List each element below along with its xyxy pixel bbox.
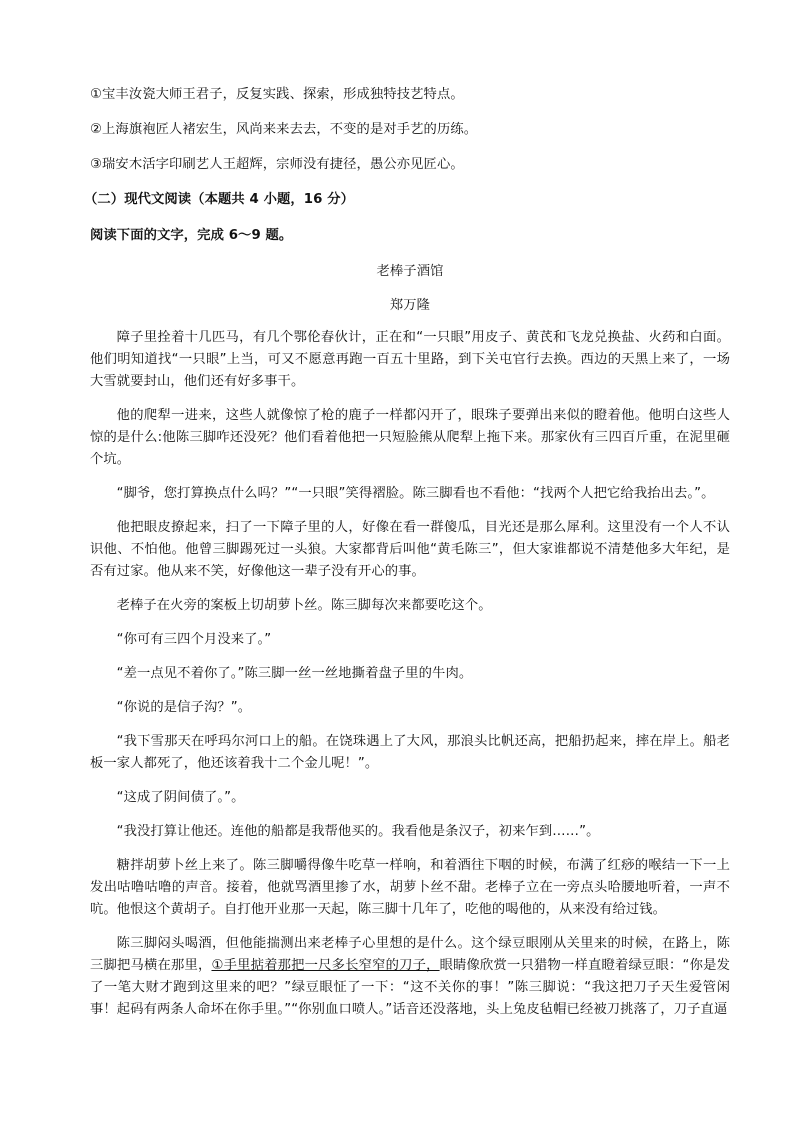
option-3: ③瑞安木活字印刷艺人王超辉，宗师没有捷径，愚公亦见匠心。 xyxy=(90,157,464,172)
paragraph: “你可有三四个月没来了。” xyxy=(116,632,272,647)
paragraph: 障子里拴着十几匹马，有几个鄂伦春伙计，正在和“一只眼”用皮子、黄芪和飞龙兑换盐、火药和白面。他们明知道找“一只眼”上当，可又不愿意再跑一百五十里路，到下关屯官行去换。西边的天黑上来了，一场大雪就要封山，他们还有好多事干。 xyxy=(90,330,730,389)
document-page xyxy=(84,84,730,1033)
paragraph-last-before: 陈三脚闷头喝酒，但他能揣测出来老棒子心里想的是什么。这个绿豆眼刚从关里来的时候，在路上，陈三脚把马横在那里， xyxy=(90,936,730,973)
paragraph: 糖拌胡萝卜丝上来了。陈三脚嚼得像牛吃草一样响，和着酒往下咽的时候，布满了红痧的喉结一下一上发出咕噜咕噜的声音。接着，他就骂酒里掺了水，胡萝卜丝不甜。老棒子立在一旁点头哈腰地听着，一声不吭。他恨这个黄胡子。自打他开业那一天起，陈三脚十几年了，吃他的喝他的，从来没有给过钱。 xyxy=(90,858,730,917)
section-title: （二）现代文阅读（本题共 4 小题，16 分） xyxy=(84,192,354,207)
paragraph: 他把眼皮撩起来，扫了一下障子里的人，好像在看一群傻瓜，目光还是那么犀利。这里没有一个人不认识他、不怕他。他曾三脚踢死过一头狼。大家都背后叫他“黄毛陈三”，但大家谁都说不清楚他多大年纪，是否有过家。他从来不笑，好像他这一辈子没有开心的事。 xyxy=(90,520,730,579)
option-1: ①宝丰汝瓷大师王君子，反复实践、探索，形成独特技艺特点。 xyxy=(90,87,464,102)
paragraph: “我下雪那天在呼玛尔河口上的船。在饶珠遇上了大风，那浪头比帆还高，把船扔起来，摔在岸上。船老板一家人都死了，他还该着我十二个金儿呢！”。 xyxy=(90,734,730,771)
article-author: 郑万隆 xyxy=(389,298,431,313)
article-title: 老棒子酒馆 xyxy=(376,264,444,279)
paragraph: “你说的是信子沟？”。 xyxy=(116,700,252,715)
paragraph: “差一点见不着你了。”陈三脚一丝一丝地撕着盘子里的牛肉。 xyxy=(116,666,473,681)
paragraph-last-after: 眼睛像欣赏一只猎物一样直瞪着绿豆眼：“你是发了一笔大财才跑到这里来的吧？”绿豆眼怔了一下：“这不关你的事！”陈三脚说：“我这把刀子天生爱管闲事！起码有两条人命坏在你手里。”“你别血口喷人。”话音还没落地，头上兔皮毡帽已经被刀挑落了，刀子直逼 xyxy=(90,958,730,1017)
paragraph: “这成了阴间债了。”。 xyxy=(116,790,245,805)
paragraph: 他的爬犁一进来，这些人就像惊了枪的鹿子一样都闪开了，眼珠子要弹出来似的瞪着他。他明白这些人惊的是什么:他陈三脚咋还没死？他们看着他把一只短脸熊从爬犁上拖下来。那家伙有三四百斤重，在泥里砸个坑。 xyxy=(90,408,730,467)
underlined-sentence-1: ①手里掂着那把一尺多长窄窄的刀子， xyxy=(211,958,440,973)
instruction: 阅读下面的文字，完成 6～9 题。 xyxy=(90,228,293,243)
paragraph: 老棒子在火旁的案板上切胡萝卜丝。陈三脚每次来都要吃这个。 xyxy=(116,598,492,613)
paragraph-last xyxy=(90,933,730,1021)
option-2: ②上海旗袍匠人褚宏生，风尚来来去去，不变的是对手艺的历练。 xyxy=(90,122,478,137)
paragraph: “我没打算让他还。连他的船都是我帮他买的。我看他是条汉子，初来乍到……”。 xyxy=(116,824,600,839)
paragraph: “脚爷，您打算换点什么吗？”“一只眼”笑得褶脸。陈三脚看也不看他：“找两个人把它给我抬出去。”。 xyxy=(116,486,715,501)
